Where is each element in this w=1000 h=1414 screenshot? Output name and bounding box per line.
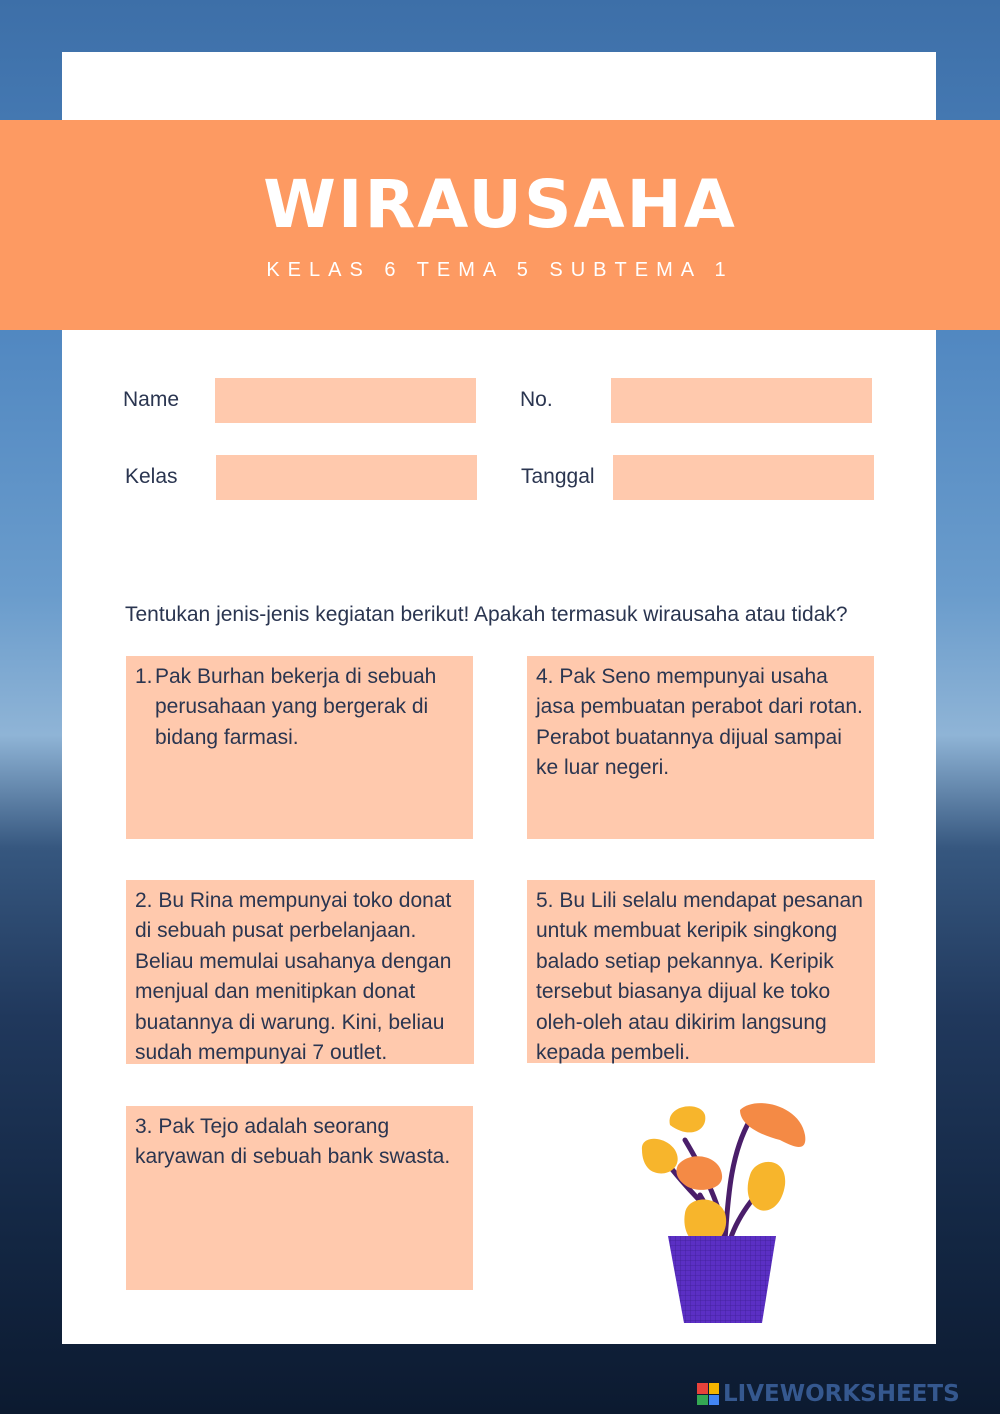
question-box-5[interactable] (527, 880, 875, 1063)
liveworksheets-wordmark: LIVEWORKSHEETS (723, 1381, 960, 1407)
kelas-input[interactable] (216, 455, 477, 500)
question-text-3: 3. Pak Tejo adalah seorang karyawan di sebuah bank swasta. (135, 1115, 451, 1169)
plant-pot (668, 1236, 776, 1323)
no-label: No. (520, 388, 553, 411)
question-box-2[interactable] (126, 880, 474, 1064)
logo-tile-l (697, 1383, 708, 1394)
leaf-right (748, 1162, 786, 1211)
question-box-3[interactable] (126, 1106, 473, 1290)
logo-tile-i (709, 1383, 720, 1394)
no-input[interactable] (611, 378, 872, 423)
liveworksheets-brand (697, 1380, 960, 1408)
leaf-top-left (670, 1106, 706, 1132)
instruction-text: Tentukan jenis-jenis kegiatan berikut! Apakah termasuk wirausaha atau tidak? (125, 603, 848, 626)
logo-tile-v (697, 1395, 708, 1406)
logo-tile-e (709, 1395, 720, 1406)
question-text-2: 2. Bu Rina mempunyai toko donat di sebuah pusat perbelanjaan. Beliau memulai usahanya dengan menjual dan menitipkan donat buatannya di warung. Kini, beliau sudah mempunyai 7 outlet. (135, 889, 452, 1065)
question-text-5: 5. Bu Lili selalu mendapat pesanan untuk membuat keripik singkong balado setiap pekannya. Keripik tersebut biasanya dijual ke toko oleh-oleh atau dikirim langsung kepada pembeli. (536, 889, 863, 1065)
name-label: Name (123, 388, 180, 411)
worksheet-title: WIRAUSAHA (263, 166, 737, 243)
question-number-1: 1. (135, 665, 153, 688)
kelas-label: Kelas (125, 465, 178, 488)
question-box-4[interactable] (527, 656, 874, 839)
question-text-4: 4. Pak Seno mempunyai usaha jasa pembuatan perabot dari rotan. Perabot buatannya dijual sampai ke luar negeri. (536, 665, 863, 780)
leaf-left (642, 1139, 678, 1174)
tanggal-label: Tanggal (521, 465, 595, 488)
name-input[interactable] (215, 378, 476, 423)
leaf-top-right (740, 1103, 805, 1147)
liveworksheets-logo-icon (697, 1383, 719, 1405)
tanggal-input[interactable] (613, 455, 874, 500)
worksheet-subtitle: KELAS 6 TEMA 5 SUBTEMA 1 (266, 259, 734, 281)
question-box-1[interactable] (126, 656, 473, 839)
potted-plant-illustration (630, 1095, 820, 1330)
question-text-1: Pak Burhan bekerja di sebuah perusahaan yang bergerak di bidang farmasi. (155, 665, 437, 749)
